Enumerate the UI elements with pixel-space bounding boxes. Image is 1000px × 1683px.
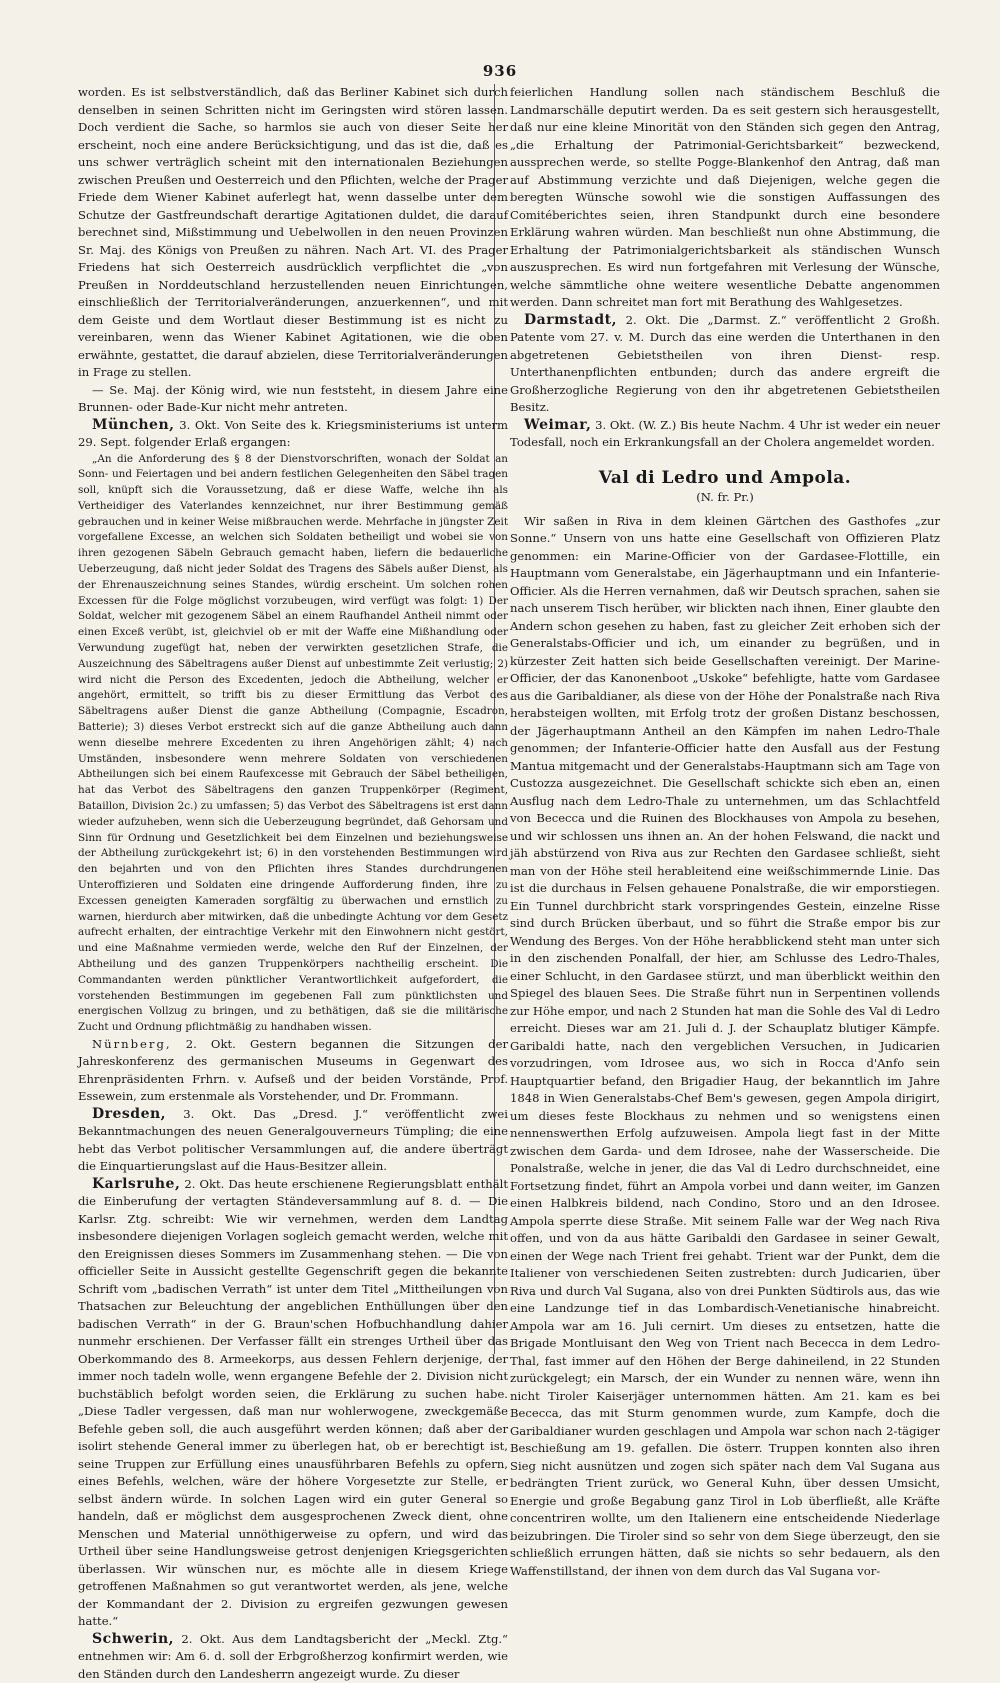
right-column [510, 84, 940, 1580]
paragraph: worden. Es ist selbstverständlich, daß das Berliner Kabinet sich durch denselben in seinen Schritten nicht im Geringsten wird stören lassen. Doch verdient die Sache, so harmlos sie auch von dieser Seite her erscheint, noch eine andere Berücksichtigung, und das ist die, daß es uns schwer verträglich scheint mit den internationalen Beziehungen zwischen Preußen und Oesterreich und den Pflichten, welche der Prager Friede dem Wiener Kabinet auferlegt hat, wenn dasselbe unter dem Schutze der Gastfreundschaft derartige Agitationen duldet, die darauf berechnet sind, Mißstimmung und Uebelwollen in den neuen Provinzen Sr. Maj. des Königs von Preußen zu nähren. Nach Art. VI. des Prager Friedens hat sich Oesterreich ausdrücklich verpflichtet die „von Preußen in Norddeutschland herzustellenden neuen Einrichtungen, einschließlich der Territorialveränderungen, anzuerkennen“, und mit dem Geiste und dem Wortlaut dieser Bestimmung ist es nicht zu vereinbaren, wenn das Wiener Kabinet Agitationen, wie die oben erwähnte, gestattet, die darauf abzielen, diese Territorialveränderungen in Frage zu stellen. [78, 85, 508, 379]
left-column [78, 84, 508, 1683]
dateline-city: Dresden, [92, 1105, 167, 1122]
dateline-city: Schwerin, [92, 1630, 175, 1647]
news-text: 3. Okt. (W. Z.) Bis heute Nachm. 4 Uhr ist weder ein neuer Todesfall, noch ein Erkrankungsfall an der Cholera angemeldet worden. [510, 417, 940, 449]
news-text: 3. Okt. Das „Dresd. J.“ veröffentlicht zwei Bekanntmachungen des neuen Generalgouverneurs Tümpling; die eine hebt das Verbot politischer Versammlungen auf, die andere überträgt die Einquartierungslast auf die Haus-Besitzer allein. [78, 1106, 508, 1174]
news-text: 2. Okt. Das heute erschienene Regierungsblatt enthält die Einberufung der vertagten Ständeversammlung auf 8. d. — Die Karlsr. Ztg. schreibt: Wie wir vernehmen, werden dem Landtag insbesondere diejenigen Vorlagen sogleich gemacht werden, welche mit den Ereignissen dieses Sommers im Zusammenhang stehen. — Die von officieller Seite in Aussicht gestellte Gegenschrift gegen die bekannte Schrift vom „badischen Verrath“ ist unter dem Titel „Mittheilungen von Thatsachen zur Beleuchtung der angeblichen Enthüllungen über den badischen Verrath“ in der G. Braun'schen Hofbuchhandlung dahier nunmehr erschienen. Der Verfasser fällt ein strenges Urtheil über das Oberkommando des 8. Armeekorps, aus dessen Fehlern derjenige, der immer noch tadeln wolle, wenn ergangene Befehle der 2. Division nicht buchstäblich befolgt worden seien, die Erklärung zu suchen habe. „Diese Tadler vergessen, daß man nur wohlerwogene, zweckgemäße Befehle geben soll, die auch ausgeführt werden können; daß aber der isolirt stehende General immer zu überlegen hat, ob er berechtigt ist, seine Truppen zur Erfüllung eines unausführbaren Befehls zu opfern, eines Befehls, welchen, wäre der höhere Vorgesetzte zur Stelle, er selbst ändern würde. In solchen Lagen wird ein guter General so handeln, daß er möglichst dem ausgesprochenen Zweck dient, ohne Menschen und Material unnöthigerweise zu opfern, und wird das Urtheil über seine Handlungsweise getrost denjenigen Kriegsgerichten überlassen. Wir wünschen nur, es möchte alle in diesem Kriege getroffenen Maßnahmen so gut verantwortet werden, als jene, welche der Kommandant der 2. Division zu ergreifen gezwungen gewesen hatte.“ [78, 1176, 508, 1629]
paragraph: — Se. Maj. der König wird, wie nun feststeht, in diesem Jahre eine Brunnen- oder Bade-Kur nicht mehr antreten. [78, 382, 508, 414]
paragraph: feierlichen Handlung sollen nach ständischem Beschluß die Landmarschälle deputirt werden. Da es seit gestern sich herausgestellt, daß nur eine kleine Minorität von den Ständen sich gegen den Antrag, „die Erhaltung der Patrimonial-Gerichtsbarkeit“ bezweckend, aussprechen werde, so stellte Pogge-Blankenhof den Antrag, daß man auf Abstimmung verzichte und daß Diejenigen, welche gegen die beregten Wünsche sowohl wie die sonstigen Auffassungen des Comitéberichtes seien, ihren Standpunkt durch eine besondere Erklärung wahren würden. Man beschließt nun ohne Abstimmung, die Erhaltung der Patrimonialgerichtsbarkeit als ständischen Wunsch auszusprechen. Es wird nun fortgefahren mit Verlesung der Wünsche, welche sämmtliche ohne weitere wesentliche Debatte angenommen werden. Dann schreitet man fort mit Berathung des Wahlgesetzes. [510, 85, 940, 309]
article-source: (N. fr. Pr.) [696, 490, 754, 504]
news-item [78, 1036, 508, 1106]
news-text: 2. Okt. Aus dem Landtagsbericht der „Meckl. Ztg.“ entnehmen wir: Am 6. d. soll der Erbgroßherzog konfirmirt werden, wie den Ständen durch den Landesherrn angezeigt wurde. Zu dieser [78, 1631, 508, 1681]
news-item [78, 1106, 508, 1176]
paragraph: Wir saßen in Riva in dem kleinen Gärtchen des Gasthofes „zur Sonne.“ Unsern von uns hatte eine Gesellschaft von Offizieren Platz genommen: ein Marine-Officier von der Gardasee-Flottille, ein Hauptmann vom Generalstabe, ein Jägerhauptmann und ein Infanterie-Officier. Als die Herren vernahmen, daß wir Deutsch sprachen, sahen sie nach unserem Tisch herüber, wir blickten nach ihnen, Einer glaubte den Andern schon gesehen zu haben, fast zu gleicher Zeit erhoben sich der Generalstabs-Officier und ich, um einander zu begrüßen, und in kürzester Zeit hatten sich beide Gesellschaften vereinigt. Der Marine-Officier, der das Kanonenboot „Uskoke“ befehligte, hatte vom Gardasee aus die Garibaldianer, als diese von der Höhe der Ponalstraße nach Riva herabsteigen wollten, mit Erfolg trotz der großen Distanz beschossen, der Jägerhauptmann Antheil an den Kämpfen im nahen Ledro-Thale genommen; der Infanterie-Officier hatte den Ausfall aus der Festung Mantua mitgemacht und der Generalstabs-Hauptmann sich am Tage von Custozza ausgezeichnet. Die Gesellschaft schickte sich eben an, einen Ausflug nach dem Ledro-Thale zu unternehmen, um das Schlachtfeld von Bececca und die Ruinen des Blockhauses von Ampola zu besehen, und wir schlossen uns ihnen an. An der hohen Felswand, die nackt und jäh abstürzend von Riva aus zur Rechten den Gardasee schließt, sieht man von der Höhe steil herableitend eine weißschimmernde Linie. Das ist die durchaus in Felsen gehauene Ponalstraße, die wir emporstiegen. Ein Tunnel durchbricht stark vorspringendes Gestein, einzelne Risse sind durch Brücken überbaut, und so führt die Straße empor bis zur Wendung des Berges. Von der Höhe herabblickend steht man unter sich in den zischenden Ponalfall, der hier, am Schlusse des Ledro-Thales, einer Schlucht, in den Gardasee stürzt, und man überblickt weithin den Spiegel des blauen Sees. Die Straße führt nun in Serpentinen vollends zur Höhe empor, und nach 2 Stunden hat man die Sohle des Val di Ledro erreicht. Dieses war am 21. Juli d. J. der Schauplatz blutiger Kämpfe. Garibaldi hatte, nach den vergeblichen Versuchen, in Judicarien vorzudringen, vom Idrosee aus, wo sich in Rocca d'Anfo sein Hauptquartier befand, den Brigadier Haug, der bekanntlich im Jahre 1848 in Wien Generalstabs-Chef Bem's gewesen, gegen Ampola dirigirt, um dieses feste Blockhaus zu nehmen und so wenigstens einen nennenswerthen Erfolg aufzuweisen. Ampola liegt fast in der Mitte zwischen dem Garda- und dem Idrosee, nahe der Wasserscheide. Die Ponalstraße, welche in jener, die das Val di Ledro durchschneidet, eine Fortsetzung findet, führt an Ampola vorbei und dann weiter, im Ganzen einen Halbkreis bildend, nach Condino, Storo und an den Idrosee. Ampola sperrte diese Straße. Mit seinem Falle war der Weg nach Riva offen, und von da aus hätte Garibaldi den Gardasee in seiner Gewalt, einen der Wege nach Trient frei gehabt. Trient war der Punkt, dem die Italiener von verschiedenen Seiten zustrebten: durch Judicarien, über Riva und durch Val Sugana, also von drei Punkten Südtirols aus, das wie eine Landzunge tief in das Lombardisch-Venetianische hinabreicht. Ampola war am 16. Juli cernirt. Um dieses zu entsetzen, hatte die Brigade Montluisant den Weg von Trient nach Bececca in dem Ledro-Thal, fast immer auf den Höhen der Berge dahineilend, in 22 Stunden zurückgelegt; ein Marsch, der ein Wunder zu nennen wäre, wenn ihn nicht Tiroler Kaiserjäger unternommen hätten. Am 21. kam es bei Bececca, das mit Sturm genommen wurde, zum Kampfe, doch die Garibaldianer wurden geschlagen und Ampola war schon nach 2-tägiger Beschießung am 19. gefallen. Die österr. Truppen konnten also ihren Sieg nicht ausnützen und zogen sich später nach dem Val Sugana aus bedrängten Trient zurück, wo General Kuhn, über dessen Umsicht, Energie und große Begabung ganz Tirol in Lob überfließt, alle Kräfte concentriren wollte, um den Italienern eine entscheidende Niederlage beizubringen. Die Tiroler sind so sehr von dem Siege überzeugt, den sie schließlich errungen hätten, daß sie nichts so sehr bedauern, als den Waffenstillstand, der ihnen von dem durch das Val Sugana vor- [510, 513, 940, 1578]
news-item [78, 417, 508, 452]
dateline-city: Nürnberg, [92, 1036, 172, 1051]
dateline-city: Weimar, [524, 416, 592, 433]
news-text: 2. Okt. Die „Darmst. Z.“ veröffentlicht 2 Großh. Patente vom 27. v. M. Durch das eine werden die Unterthanen in den abgetretenen Gebietstheilen von ihren Dienst- resp. Unterthanenpflichten entbunden; durch das andere ergreift die Großherzogliche Regierung von den ihr abgetretenen Gebietstheilen Besitz. [510, 312, 940, 414]
news-item [78, 1631, 508, 1683]
dateline-city: München, [92, 416, 175, 433]
dateline-city: Karlsruhe, [92, 1175, 181, 1192]
page-number: 936 [482, 62, 518, 80]
news-text: 3. Okt. Von Seite des k. Kriegsministeriums ist unterm 29. Sept. folgender Erlaß ergangen: [78, 417, 508, 449]
news-item [510, 312, 940, 417]
dateline-city: Darmstadt, [524, 311, 617, 328]
news-text: 2. Okt. Gestern begannen die Sitzungen der Jahreskonferenz des germanischen Museums in Gegenwart des Ehrenpräsidenten Frhrn. v. Aufseß und der beiden Vorstände, Prof. Essewein, zum erstenmale als Vorstehender, und Dr. Frommann. [78, 1036, 508, 1104]
news-item [510, 417, 940, 452]
decree-text: „An die Anforderung des § 8 der Dienstvorschriften, wonach der Soldat an Sonn- und Feiertagen und bei andern festlichen Gelegenheiten den Säbel tragen soll, knüpft sich die Voraussetzung, daß er diese Waffe, welche ihn als Vertheidiger des Vaterlandes kennzeichnet, nur ihrer Bestimmung gemäß gebrauchen und in keiner Weise mißbrauchen werde. Mehrfache in jüngster Zeit vorgefallene Excesse, an welchen sich Soldaten betheiligt und wobei sie von ihren gezogenen Säbeln Gebrauch gemacht haben, liefern die bedauerliche Ueberzeugung, daß nicht jeder Soldat des Tragens des Säbels außer Dienst, als der Ehrenauszeichnung seines Standes, würdig erscheint. Um solchen rohen Excessen für die Folge möglichst vorzubeugen, wird verfügt was folgt: 1) Der Soldat, welcher mit gezogenem Säbel an einem Raufhandel Antheil nimmt oder einen Exceß verübt, ist, gleichviel ob er mit der Waffe eine Mißhandlung oder Verwundung zugefügt hat, neben der verwirkten gesetzlichen Strafe, die Auszeichnung des Säbeltragens außer Dienst auf unbestimmte Zeit verlustig; 2) wird nicht die Person des Excedenten, jedoch die Abtheilung, welcher er angehört, ermittelt, so trifft bis zu dieser Ermittlung das Verbot des Säbeltragens außer Dienst die ganze Abtheilung (Compagnie, Escadron, Batterie); 3) dieses Verbot erstreckt sich auf die ganze Abtheilung auch dann wenn dieselbe mehrere Excedenten zu ihren Angehörigen zählt; 4) nach Umständen, insbesondere wenn mehrere Soldaten von verschiedenen Abtheilungen sich bei einem Raufexcesse mit Gebrauch der Säbel betheiligen, hat das Verbot des Säbeltragens den ganzen Truppenkörper (Regiment, Bataillon, Division 2c.) zu umfassen; 5) das Verbot des Säbeltragens ist erst dann wieder aufzuheben, wenn sich die Ueberzeugung begründet, daß Gehorsam und Sinn für Ordnung und Gesetzlichkeit bei dem Einzelnen und beziehungsweise der Abtheilung zurückgekehrt ist; 6) in den vorstehenden Bestimmungen wird den bejahrten und von den Pflichten ihres Standes durchdrungenen Unteroffizieren und Soldaten eine dringende Aufforderung finden, ihre zu Excessen geneigten Kameraden sorgfältig zu überwachen und ernstlich zu warnen, hierdurch aber mitwirken, daß die unbedingte Achtung vor dem Gesetz aufrecht erhalten, der eintrachtige Verkehr mit den Einwohnern nicht gestört, und eine Maßnahme vermieden werde, welche den Ruf der Einzelnen, der Abtheilung und des ganzen Truppenkörpers nachtheilig erscheint. Die Commandanten werden pünktlicher Verantwortlichkeit aufgefordert, die vorstehenden Bestimmungen im gegebenen Fall zum pünktlichsten und energischen Vollzug zu bringen, und zu bethätigen, daß sie die militärische Zucht und Ordnung pflichtmäßig zu handhaben wissen. [78, 452, 508, 1034]
news-item [78, 1176, 508, 1631]
article-heading: Val di Ledro und Ampola. [598, 467, 852, 488]
